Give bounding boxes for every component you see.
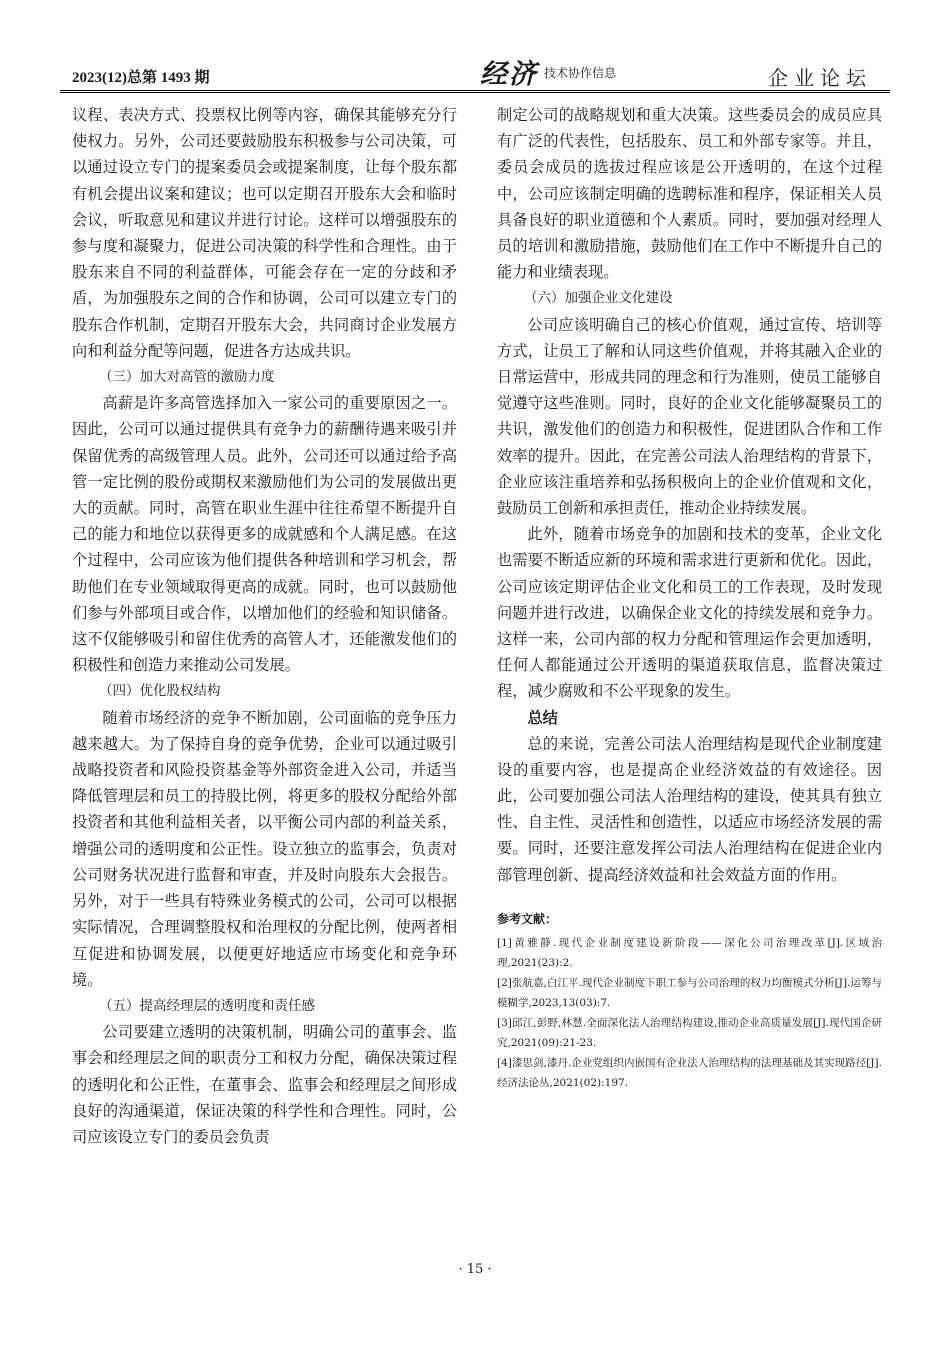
paragraph: 制定公司的战略规划和重大决策。这些委员会的成员应具有广泛的代表性，包括股东、员工和外部专家等。并且，委员会成员的选拔过程应该是公开透明的，在这个过程中，公司应该制定明确的选聘标准和程序，保证相关人员具备良好的职业道德和个人素质。同时，要加强对经理人员的培训和激励措施，鼓励他们在工作中不断提升自己的能力和业绩表现。 [497, 106, 882, 282]
paragraph: 公司应该明确自己的核心价值观，通过宣传、培训等方式，让员工了解和认同这些价值观，并将其融入企业的日常运营中，形成共同的理念和行为准则，使员工能够自觉遵守这些准则。同时，良好的企业文化能够凝聚员工的共识，激发他们的创造力和积极性，促进团队合作和工作效率的提升。因此，在完善公司法人治理结构的背景下，企业应该注重培养和弘扬积极向上的企业价值观和文化，鼓励员工创新和承担责任，推动企业持续发展。 [497, 315, 882, 518]
header-rule-secondary [60, 92, 890, 93]
subsection-heading: （四）优化股权结构 [99, 683, 221, 700]
references [497, 910, 882, 1093]
page-number: · 15 · [458, 1262, 492, 1277]
section-title: 企业论坛 [768, 66, 872, 90]
journal-subtitle: 技术协作信息 [544, 66, 617, 80]
left-column [72, 102, 457, 1150]
paragraph: 随着市场经济的竞争不断加剧，公司面临的竞争压力越来越大。为了保持自身的竞争优势，企业可以通过吸引战略投资者和风险投资基金等外部资金进入公司，并适当降低管理层和员工的持股比例，将更多的股权分配给外部投资者和其他利益相关者，以平衡公司内部的利益关系，增强公司的透明度和公正性。设立独立的监事会，负责对公司财务状况进行监督和审查，并及时向股东大会报告。另外，对于一些具有特殊业务模式的公司，公司可以根据实际情况，合理调整股权和治理权的分配比例，使两者相互促进和协调发展，以便更好地适应市场变化和竞争环境。 [72, 708, 457, 989]
paragraph: 公司要建立透明的决策机制，明确公司的董事会、监事会和经理层之间的职责分工和权力分配，确保决策过程的透明化和公正性，在董事会、监事会和经理层之间形成良好的沟通渠道，保证决策的科学性和合理性。同时，公司应该设立专门的委员会负责 [72, 1023, 457, 1146]
subsection-heading: （六）加强企业文化建设 [524, 290, 673, 307]
subsection-heading: （三）加大对高管的激励力度 [99, 369, 275, 386]
section-heading: 总结 [527, 708, 558, 727]
header-rule [60, 90, 890, 91]
references-title: 参考文献： [497, 911, 558, 926]
journal-logo: 经济 [480, 59, 538, 90]
paragraph: 议程、表决方式、投票权比例等内容，确保其能够充分行使权力。另外，公司还要鼓励股东积极参与公司决策，可以通过设立专门的提案委员会或提案制度，让每个股东都有机会提出议案和建议；也可以定期召开股东大会和临时会议，听取意见和建议并进行讨论。这样可以增强股东的参与度和凝聚力，促进公司决策的科学性和合理性。由于股东来自不同的利益群体，可能会存在一定的分歧和矛盾，为加强股东之间的合作和协调，公司可以建立专门的股东合作机制，定期召开股东大会，共同商讨企业发展方向和利益分配等问题，促进各方达成共识。 [72, 106, 457, 360]
subsection-heading: （五）提高经理层的透明度和责任感 [99, 997, 315, 1014]
paragraph: 总的来说，完善公司法人治理结构是现代企业制度建设的重要内容，也是提高企业经济效益的有效途径。因此，公司要加强公司法人治理结构的建设，使其具有独立性、自主性、灵活性和创造性，以适应市场经济发展的需要。同时，还要注意发挥公司法人治理结构在促进企业内部管理创新、提高经济效益和社会效益方面的作用。 [497, 734, 882, 884]
issue-number: 2023(12)总第 1493 期 [72, 70, 210, 86]
reference-item: [4]漆思剑,漆丹.企业党组织内嵌国有企业法人治理结构的法理基础及其实现路径[J].经济法论丛,2021(02):197. [497, 1056, 882, 1089]
right-column [497, 102, 882, 1093]
paragraph: 高薪是许多高管选择加入一家公司的重要原因之一。因此，公司可以通过提供具有竞争力的薪酬待遇来吸引并保留优秀的高级管理人员。此外，公司还可以通过给予高管一定比例的股份或期权来激励他们为公司的发展做出更大的贡献。同时，高管在职业生涯中往往希望不断提升自己的能力和地位以获得更多的成就感和个人满足感。在这个过程中，公司应该为他们提供各种培训和学习机会，帮助他们在专业领域取得更高的成就。同时，也可以鼓励他们参与外部项目或合作，以增加他们的经验和知识储备。这不仅能够吸引和留住优秀的高管人才，还能激发他们的积极性和创造力来推动公司发展。 [72, 394, 457, 675]
paragraph: 此外，随着市场竞争的加剧和技术的变革，企业文化也需要不断适应新的环境和需求进行更新和优化。因此，公司应该定期评估企业文化和员工的工作表现，及时发现问题并进行改进，以确保企业文化的持续发展和竞争力。这样一来，公司内部的权力分配和管理运作会更加透明，任何人都能通过公开透明的渠道获取信息，监督决策过程，减少腐败和不公平现象的发生。 [497, 525, 882, 701]
reference-item: [1]黄雅静.现代企业制度建设新阶段——深化公司治理改革[J].区域治理,2021(23):2. [497, 936, 882, 969]
reference-item: [2]张航嘉,白江平.现代企业制度下职工参与公司治理的权力均衡模式分析[J].运筹与模糊学,2023,13(03):7. [497, 976, 882, 1009]
page-header [60, 48, 890, 92]
reference-item: [3]邱江,彭野,林慧.全面深化法人治理结构建设,推动企业高质量发展[J].现代国企研究,2021(09):21-23. [497, 1016, 882, 1049]
